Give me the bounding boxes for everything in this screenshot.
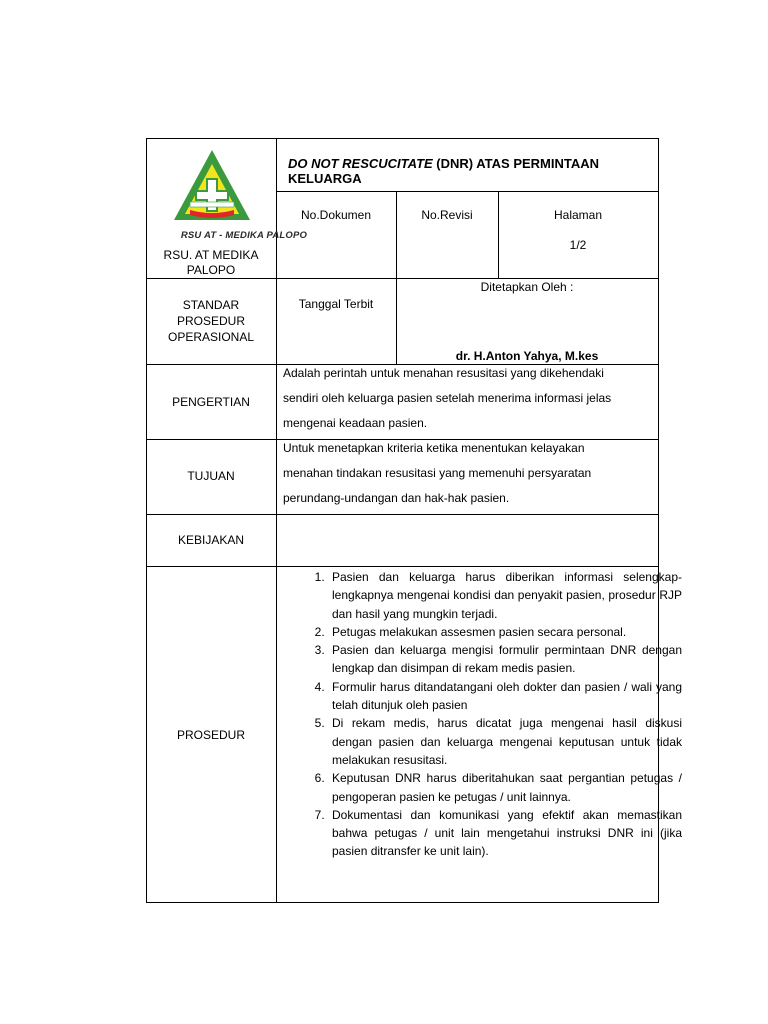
logo-text: RSU AT - MEDIKA PALOPO — [180, 230, 308, 241]
hospital-logo — [168, 146, 308, 241]
list-item: 2. Petugas melakukan assesmen pasien secara personal. — [328, 623, 682, 641]
list-item: 7. Dokumentasi dan komunikasi yang efektif akan memastikan bahwa petugas / unit lain mengetahui instruksi DNR ini (jika pasien ditransfer ke unit lain). — [328, 806, 682, 861]
row-divider-kebijakan — [146, 566, 659, 567]
tujuan-line-3: perundang-undangan dan hak-hak pasien. — [283, 491, 510, 505]
signer-name: dr. H.Anton Yahya, M.kes — [455, 349, 599, 363]
row-divider-header — [146, 278, 659, 279]
list-item: 3. Pasien dan keluarga mengisi formulir permintaan DNR dengan lengkap dan disimpan di rekam medis pasien. — [328, 641, 682, 678]
tujuan-line-2: menahan tindakan resusitasi yang memenuhi persyaratan — [283, 466, 592, 480]
list-item: 4. Formulir harus ditandatangani oleh dokter dan pasien / wali yang telah ditunjuk oleh pasien — [328, 678, 682, 715]
pengertian-label: PENGERTIAN — [172, 395, 250, 409]
hospital-logo-emblem-icon — [168, 146, 288, 228]
row-divider-title — [276, 191, 659, 192]
list-item: 5. Di rekam medis, harus dicatat juga mengenai hasil diskusi dengan pasien dan keluarga mengenai keputusan untuk tidak melakukan resusitasi. — [328, 714, 682, 769]
no-dokumen-label: No.Dokumen — [300, 208, 372, 222]
sop-label-line-3: OPERASIONAL — [167, 330, 255, 344]
pengertian-line-1: Adalah perintah untuk menahan resusitasi yang dikehendaki — [283, 366, 604, 380]
table-border-top — [146, 138, 659, 139]
list-item: 1. Pasien dan keluarga harus diberikan informasi selengkap-lengkapnya mengenai kondisi dan penyakit pasien, prosedur RJP dan hasil yang mungkin terjadi. — [328, 568, 682, 623]
tanggal-terbit-label: Tanggal Terbit — [298, 297, 374, 311]
tujuan-line-1: Untuk menetapkan kriteria ketika menentukan kelayakan — [283, 441, 585, 455]
tujuan-label: TUJUAN — [187, 469, 235, 483]
list-item: 6. Keputusan DNR harus diberitahukan saat pergantian petugas / pengoperan pasien ke petugas / unit lainnya. — [328, 769, 682, 806]
halaman-value: 1/2 — [569, 238, 587, 252]
no-revisi-label: No.Revisi — [421, 208, 473, 222]
halaman-label: Halaman — [553, 208, 603, 222]
kebijakan-label: KEBIJAKAN — [177, 533, 245, 547]
prosedur-label: PROSEDUR — [176, 728, 245, 742]
table-border-bottom — [146, 902, 659, 903]
pengertian-line-2: sendiri oleh keluarga pasien setelah menerima informasi jelas — [283, 391, 612, 405]
ditetapkan-oleh-label: Ditetapkan Oleh : — [480, 280, 574, 294]
row-divider-tujuan — [146, 514, 659, 515]
hospital-name-line-1: RSU. AT MEDIKA — [163, 248, 259, 262]
sop-label-line-1: STANDAR — [182, 298, 240, 312]
document-title-rest: (DNR) ATAS PERMINTAAN KELUARGA — [288, 156, 600, 186]
column-divider-main — [276, 138, 277, 903]
document-title-italic: DO NOT RESCUCITATE — [288, 156, 433, 171]
pengertian-line-3: mengenai keadaan pasien. — [283, 416, 428, 430]
hospital-name-line-2: PALOPO — [186, 263, 236, 277]
column-divider-halaman — [498, 191, 499, 279]
sop-label-line-2: PROSEDUR — [176, 314, 245, 328]
sop-document — [146, 138, 682, 903]
document-title — [288, 156, 658, 186]
prosedur-steps-list — [296, 568, 682, 861]
